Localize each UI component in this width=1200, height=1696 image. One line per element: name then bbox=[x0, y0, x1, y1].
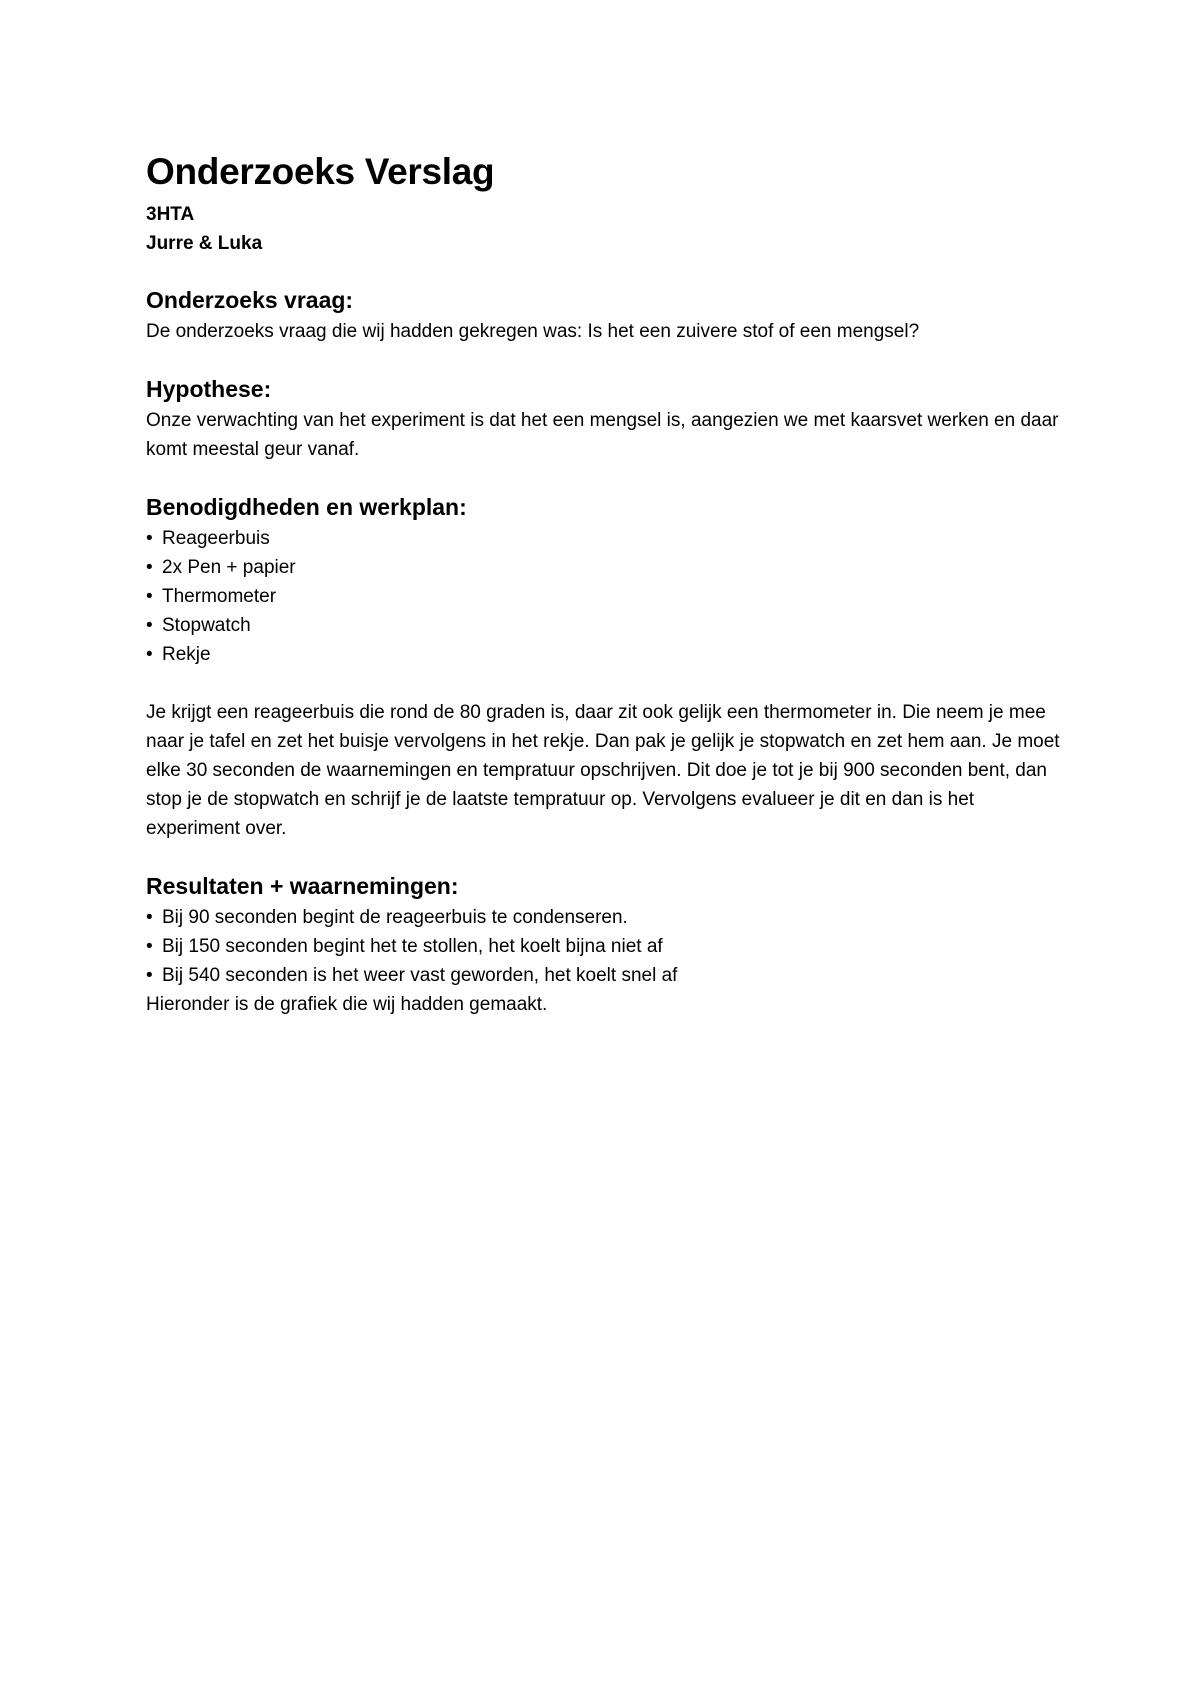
bullet-icon: • bbox=[146, 586, 153, 607]
materials-section bbox=[146, 491, 1066, 843]
class-label: 3HTA bbox=[146, 204, 195, 225]
material-item-reageerbuis: Reageerbuis bbox=[162, 528, 270, 549]
list-item bbox=[146, 640, 1066, 669]
document-page bbox=[146, 146, 1066, 1019]
hypothesis-section bbox=[146, 373, 1066, 464]
materials-list bbox=[146, 524, 1066, 669]
list-item bbox=[146, 611, 1066, 640]
results-list bbox=[146, 903, 1066, 990]
bullet-icon: • bbox=[146, 936, 153, 957]
list-item bbox=[146, 932, 1066, 961]
list-item bbox=[146, 582, 1066, 611]
hypothesis-text: Onze verwachting van het experiment is dat het een mengsel is, aangezien we met kaarsvet werken en daar komt meestal geur vanaf. bbox=[146, 410, 1059, 460]
results-closing-text: Hieronder is de grafiek die wij hadden gemaakt. bbox=[146, 994, 548, 1015]
material-item-rekje: Rekje bbox=[162, 644, 211, 665]
document-title: Onderzoeks Verslag bbox=[146, 151, 495, 192]
research-question-heading: Onderzoeks vraag: bbox=[146, 287, 354, 313]
bullet-icon: • bbox=[146, 615, 153, 636]
bullet-icon: • bbox=[146, 557, 153, 578]
hypothesis-heading: Hypothese: bbox=[146, 376, 272, 402]
procedure-text: Je krijgt een reageerbuis die rond de 80 graden is, daar zit ook gelijk een thermometer in. Die neem je mee naar je tafel en zet het buisje vervolgens in het rekje. Dan pak je gelijk je stopwatch en zet hem aan. Je moet elke 30 seconden de waarnemingen en tempratuur opschrijven. Dit doe je tot je bij 900 seconden bent, dan stop je de stopwatch en schrijf je de laatste tempratuur op. Vervolgens evalueer je dit en dan is het experiment over. bbox=[146, 702, 1060, 839]
material-item-stopwatch: Stopwatch bbox=[162, 615, 251, 636]
authors-label: Jurre & Luka bbox=[146, 233, 263, 254]
results-heading: Resultaten + waarnemingen: bbox=[146, 873, 459, 899]
bullet-icon: • bbox=[146, 907, 153, 928]
result-item-90s: Bij 90 seconden begint de reageerbuis te condenseren. bbox=[162, 907, 628, 928]
list-item bbox=[146, 524, 1066, 553]
result-item-150s: Bij 150 seconden begint het te stollen, het koelt bijna niet af bbox=[162, 936, 663, 957]
list-item bbox=[146, 903, 1066, 932]
results-section bbox=[146, 870, 1066, 1019]
research-question-text: De onderzoeks vraag die wij hadden gekregen was: Is het een zuivere stof of een mengsel? bbox=[146, 321, 920, 342]
material-item-thermometer: Thermometer bbox=[162, 586, 277, 607]
materials-heading: Benodigdheden en werkplan: bbox=[146, 494, 467, 520]
bullet-icon: • bbox=[146, 644, 153, 665]
research-question-section bbox=[146, 284, 1066, 346]
material-item-pen-papier: 2x Pen + papier bbox=[162, 557, 296, 578]
bullet-icon: • bbox=[146, 528, 153, 549]
bullet-icon: • bbox=[146, 965, 153, 986]
list-item bbox=[146, 961, 1066, 990]
result-item-540s: Bij 540 seconden is het weer vast geworden, het koelt snel af bbox=[162, 965, 678, 986]
list-item bbox=[146, 553, 1066, 582]
